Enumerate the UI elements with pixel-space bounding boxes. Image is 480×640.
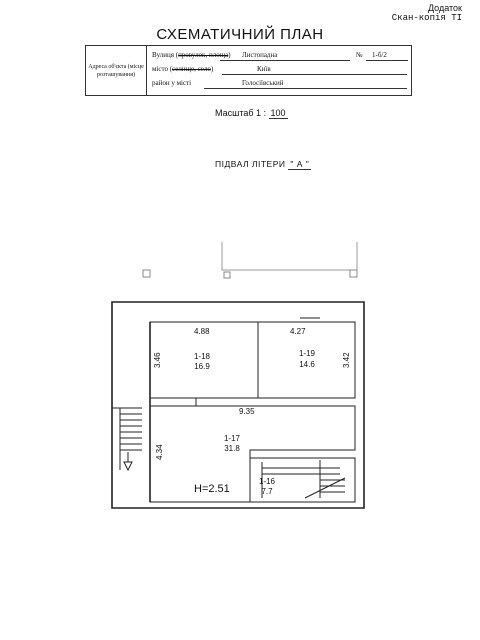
upper-rooms xyxy=(150,322,355,398)
dim-4-88: 4.88 xyxy=(194,327,210,336)
district-value: Голосіївський xyxy=(242,79,284,87)
room-1-19-id: 1-19 xyxy=(298,349,316,358)
dim-3-46: 3.46 xyxy=(153,352,162,368)
ceiling-height: H=2.51 xyxy=(194,483,230,495)
room-1-16-id: 1-16 xyxy=(258,477,276,486)
room-1-18-area: 16.9 xyxy=(194,362,210,371)
dim-4-34: 4.34 xyxy=(155,444,164,460)
city-value: Київ xyxy=(257,65,271,73)
floor-label: ПІДВАЛ ЛІТЕРИ xyxy=(215,159,286,169)
room-1-17-outline xyxy=(150,406,355,502)
city-prefix: місто ( xyxy=(152,65,173,73)
marker-left xyxy=(143,270,150,277)
district-label: район у місті xyxy=(152,79,192,87)
upper-outline xyxy=(222,242,357,270)
floor-letter: " А " xyxy=(290,159,310,169)
dim-3-42: 3.42 xyxy=(342,352,351,368)
street-prefix: Вулиця ( xyxy=(152,51,179,59)
street-strike: провулок, площа xyxy=(178,51,229,59)
street-value: Листопадна xyxy=(242,51,278,59)
stairs-left xyxy=(112,408,142,470)
room-1-19-area: 14.6 xyxy=(299,360,315,369)
number-value: 1-б/2 xyxy=(372,51,387,59)
city-strike: селище, село xyxy=(172,65,211,73)
room-1-17-area: 31.8 xyxy=(224,444,240,453)
room-1-18-id: 1-18 xyxy=(193,352,211,361)
room-1-16-area: 7.7 xyxy=(261,487,273,496)
street-suffix: ) xyxy=(228,51,231,59)
marker-mid xyxy=(224,272,230,278)
number-label: № xyxy=(356,51,363,59)
address-label: Адреса об'єкта (місце розташування) xyxy=(86,46,147,95)
dim-4-27: 4.27 xyxy=(290,327,306,336)
appendix-line1: Додаток xyxy=(427,3,462,13)
document-title: СХЕМАТИЧНИЙ ПЛАН xyxy=(156,26,324,43)
city-suffix: ) xyxy=(210,65,214,73)
scale-text: Масштаб 1 : xyxy=(215,108,267,118)
dim-9-35: 9.35 xyxy=(239,407,255,416)
scale-value: 100 xyxy=(270,108,286,118)
room-1-17-id: 1-17 xyxy=(223,434,241,443)
appendix-line2: Скан-копія ТІ xyxy=(391,13,462,23)
marker-right xyxy=(350,270,357,277)
